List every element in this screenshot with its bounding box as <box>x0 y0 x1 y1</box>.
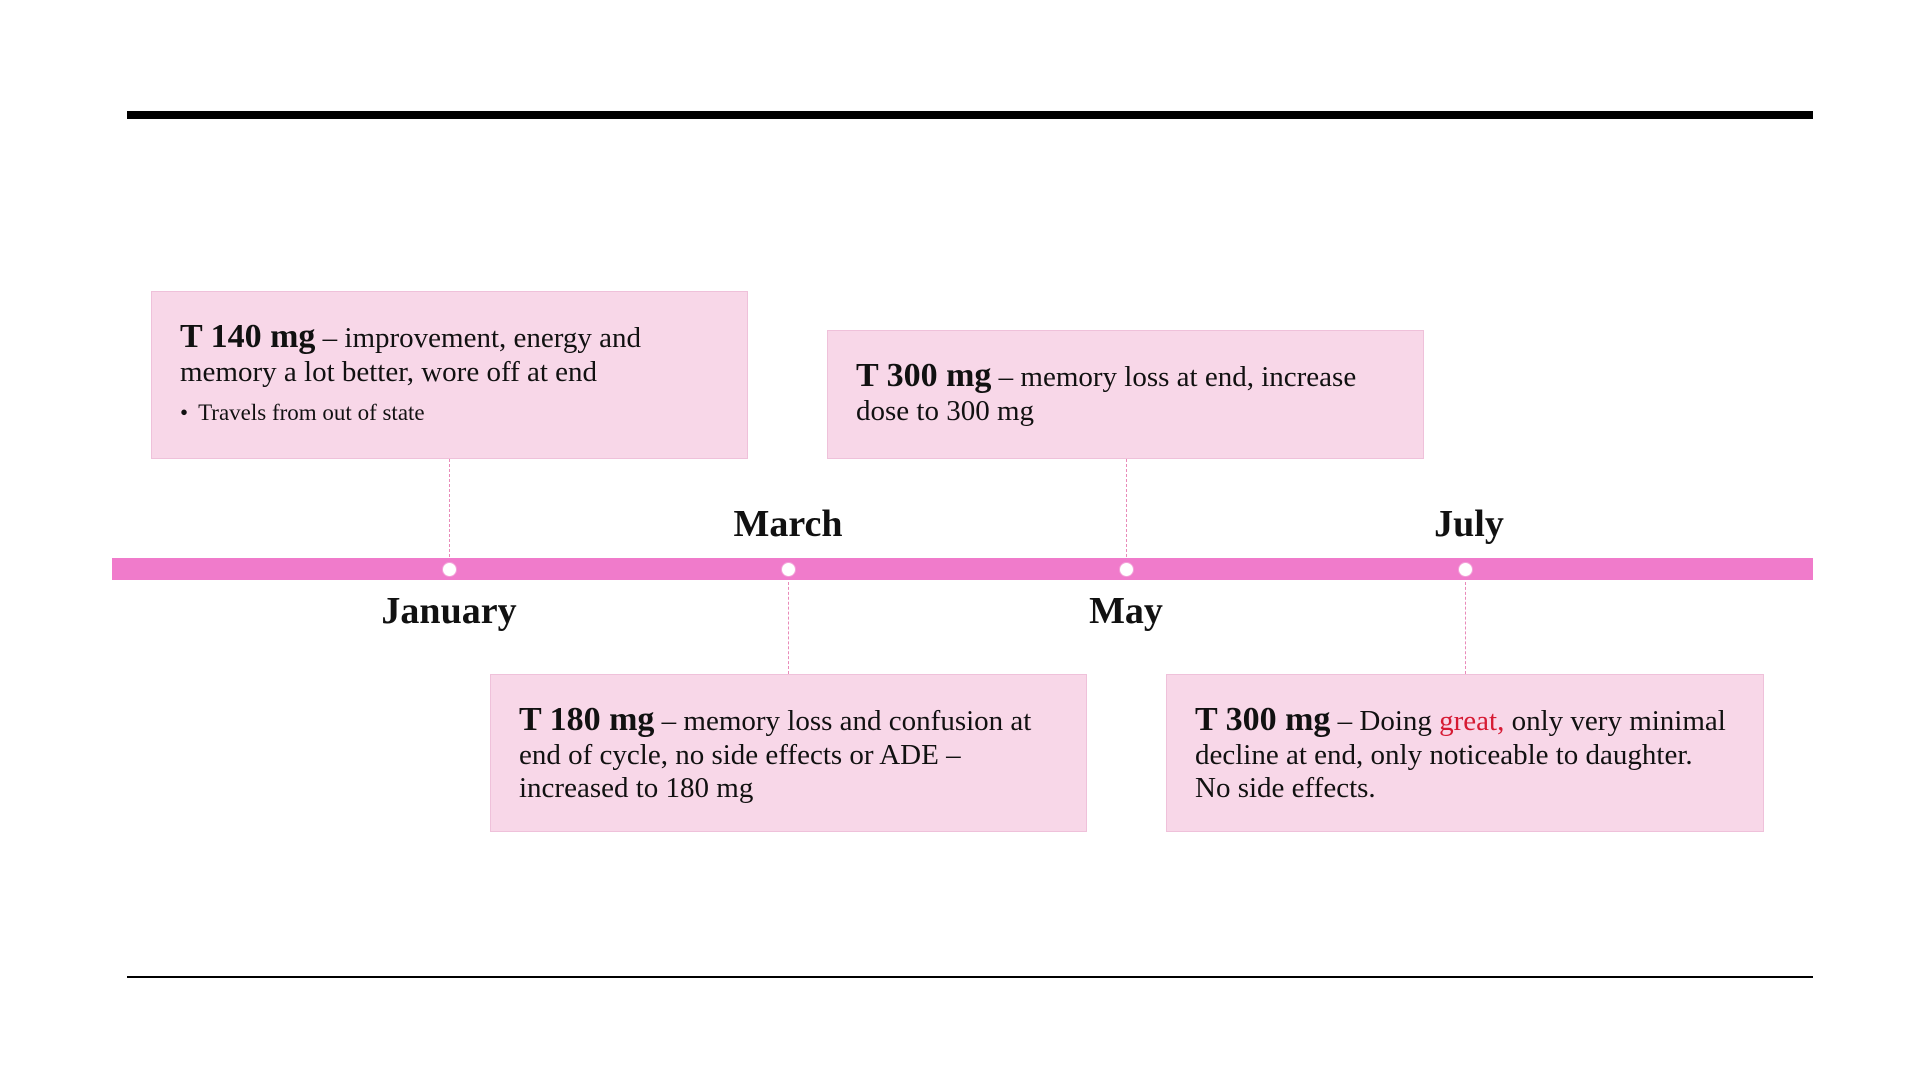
month-label-july: July <box>1434 503 1504 545</box>
bullet-marker: • <box>180 399 189 425</box>
event-text <box>856 357 1395 428</box>
timeline-marker-july <box>1458 562 1473 577</box>
dose-label: T 180 mg <box>519 701 655 738</box>
timeline-marker-may <box>1119 562 1134 577</box>
highlighted-word: great, <box>1439 705 1505 737</box>
bottom-rule <box>127 976 1813 978</box>
event-text <box>180 318 719 389</box>
event-text <box>1195 701 1735 804</box>
timeline-marker-march <box>781 562 796 577</box>
connector-march <box>788 577 789 674</box>
dose-label: T 140 mg <box>180 318 316 355</box>
event-text <box>519 701 1058 804</box>
event-description-start: – Doing <box>1330 705 1440 737</box>
event-description: – memory loss at end, increase dose to 300 mg <box>856 361 1357 428</box>
event-description-end: only very minimal decline at end, only noticeable to daughter. No side effects. <box>1195 705 1726 804</box>
event-card-march <box>490 674 1087 832</box>
month-label-january: January <box>381 590 517 632</box>
timeline-bar <box>112 558 1813 580</box>
bullet-text: Travels from out of state <box>198 399 425 425</box>
event-card-july <box>1166 674 1764 832</box>
month-label-may: May <box>1089 590 1163 632</box>
connector-may <box>1126 459 1127 562</box>
month-label-march: March <box>733 503 843 545</box>
dose-label: T 300 mg <box>1195 701 1331 738</box>
dose-label: T 300 mg <box>856 357 992 394</box>
event-card-january <box>151 291 748 459</box>
top-rule <box>127 111 1813 119</box>
timeline-marker-january <box>442 562 457 577</box>
connector-july <box>1465 577 1466 674</box>
event-description: – memory loss and confusion at end of cycle, no side effects or ADE – increased to 180 mg <box>519 705 1032 804</box>
event-bullet <box>180 399 719 427</box>
event-description: – improvement, energy and memory a lot better, wore off at end <box>180 322 642 389</box>
event-card-may <box>827 330 1424 459</box>
connector-january <box>449 459 450 562</box>
